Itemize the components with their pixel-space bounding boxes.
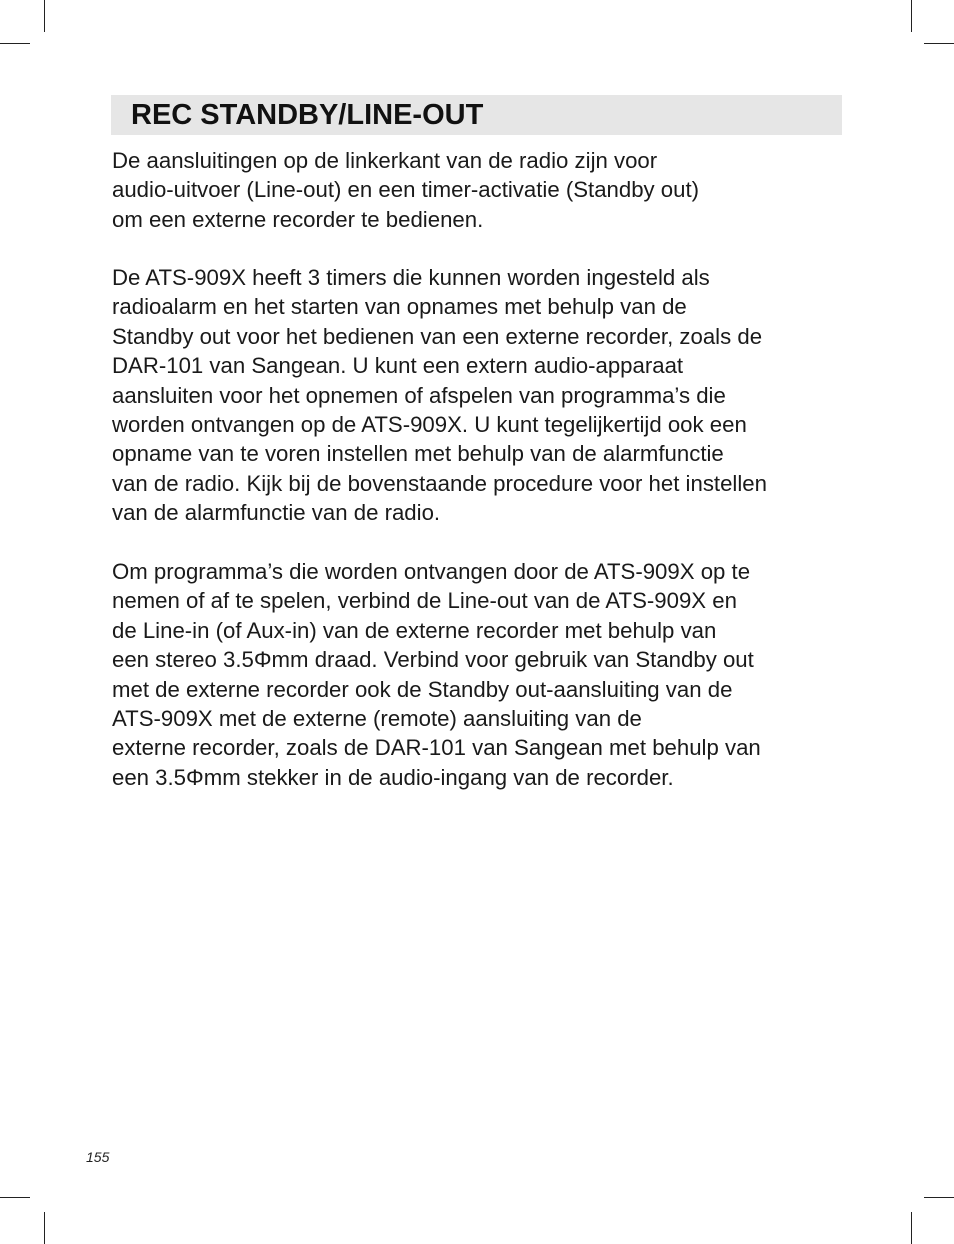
paragraph-connections xyxy=(112,557,847,792)
section-heading-bar xyxy=(111,95,842,135)
text-line: externe recorder, zoals de DAR-101 van Sangean met behulp van xyxy=(112,735,761,761)
text-line: Om programma’s die worden ontvangen door de ATS-909X op te xyxy=(112,559,751,584)
crop-mark xyxy=(0,1197,30,1198)
page-number: 155 xyxy=(86,1149,110,1165)
text-line: De ATS-909X heeft 3 timers die kunnen worden ingesteld als xyxy=(112,265,710,290)
text-line: nemen of af te spelen, verbind de Line-out van de ATS-909X en xyxy=(112,588,737,614)
text-line: DAR-101 van Sangean. U kunt een extern audio-apparaat xyxy=(112,353,684,379)
crop-mark xyxy=(911,1212,912,1244)
text-line: opname van te voren instellen met behulp van de alarmfunctie xyxy=(112,441,724,467)
paragraph-timers xyxy=(112,263,847,528)
text-line: van de alarmfunctie van de radio. xyxy=(112,500,441,526)
text-line: ATS-909X met de externe (remote) aansluiting van de xyxy=(112,706,642,732)
text-line: radioalarm en het starten van opnames met behulp van de xyxy=(112,294,687,320)
crop-mark xyxy=(911,0,912,32)
crop-mark xyxy=(924,43,954,44)
text-line: een 3.5Φmm stekker in de audio-ingang van de recorder. xyxy=(112,764,674,790)
text-line: de Line-in (of Aux-in) van de externe recorder met behulp van xyxy=(112,617,717,643)
crop-mark xyxy=(924,1197,954,1198)
crop-mark xyxy=(44,0,45,32)
crop-mark xyxy=(44,1212,45,1244)
text-line: met de externe recorder ook de Standby out-aansluiting van de xyxy=(112,676,733,702)
text-line: audio-uitvoer (Line-out) en een timer-activatie (Standby out) xyxy=(112,177,700,203)
text-line: een stereo 3.5Φmm draad. Verbind voor gebruik van Standby out xyxy=(112,647,754,673)
text-line: aansluiten voor het opnemen of afspelen van programma’s die xyxy=(112,382,726,408)
text-line: van de radio. Kijk bij de bovenstaande procedure voor het instellen xyxy=(112,470,767,496)
text-line: worden ontvangen op de ATS-909X. U kunt tegelijkertijd ook een xyxy=(112,412,747,438)
text-line: om een externe recorder te bedienen. xyxy=(112,206,484,232)
crop-mark xyxy=(0,43,30,44)
paragraph-intro xyxy=(112,146,847,234)
text-line: De aansluitingen op de linkerkant van de radio zijn voor xyxy=(112,148,658,173)
section-title: REC STANDBY/LINE-OUT xyxy=(131,99,484,131)
text-line: Standby out voor het bedienen van een externe recorder, zoals de xyxy=(112,323,763,349)
